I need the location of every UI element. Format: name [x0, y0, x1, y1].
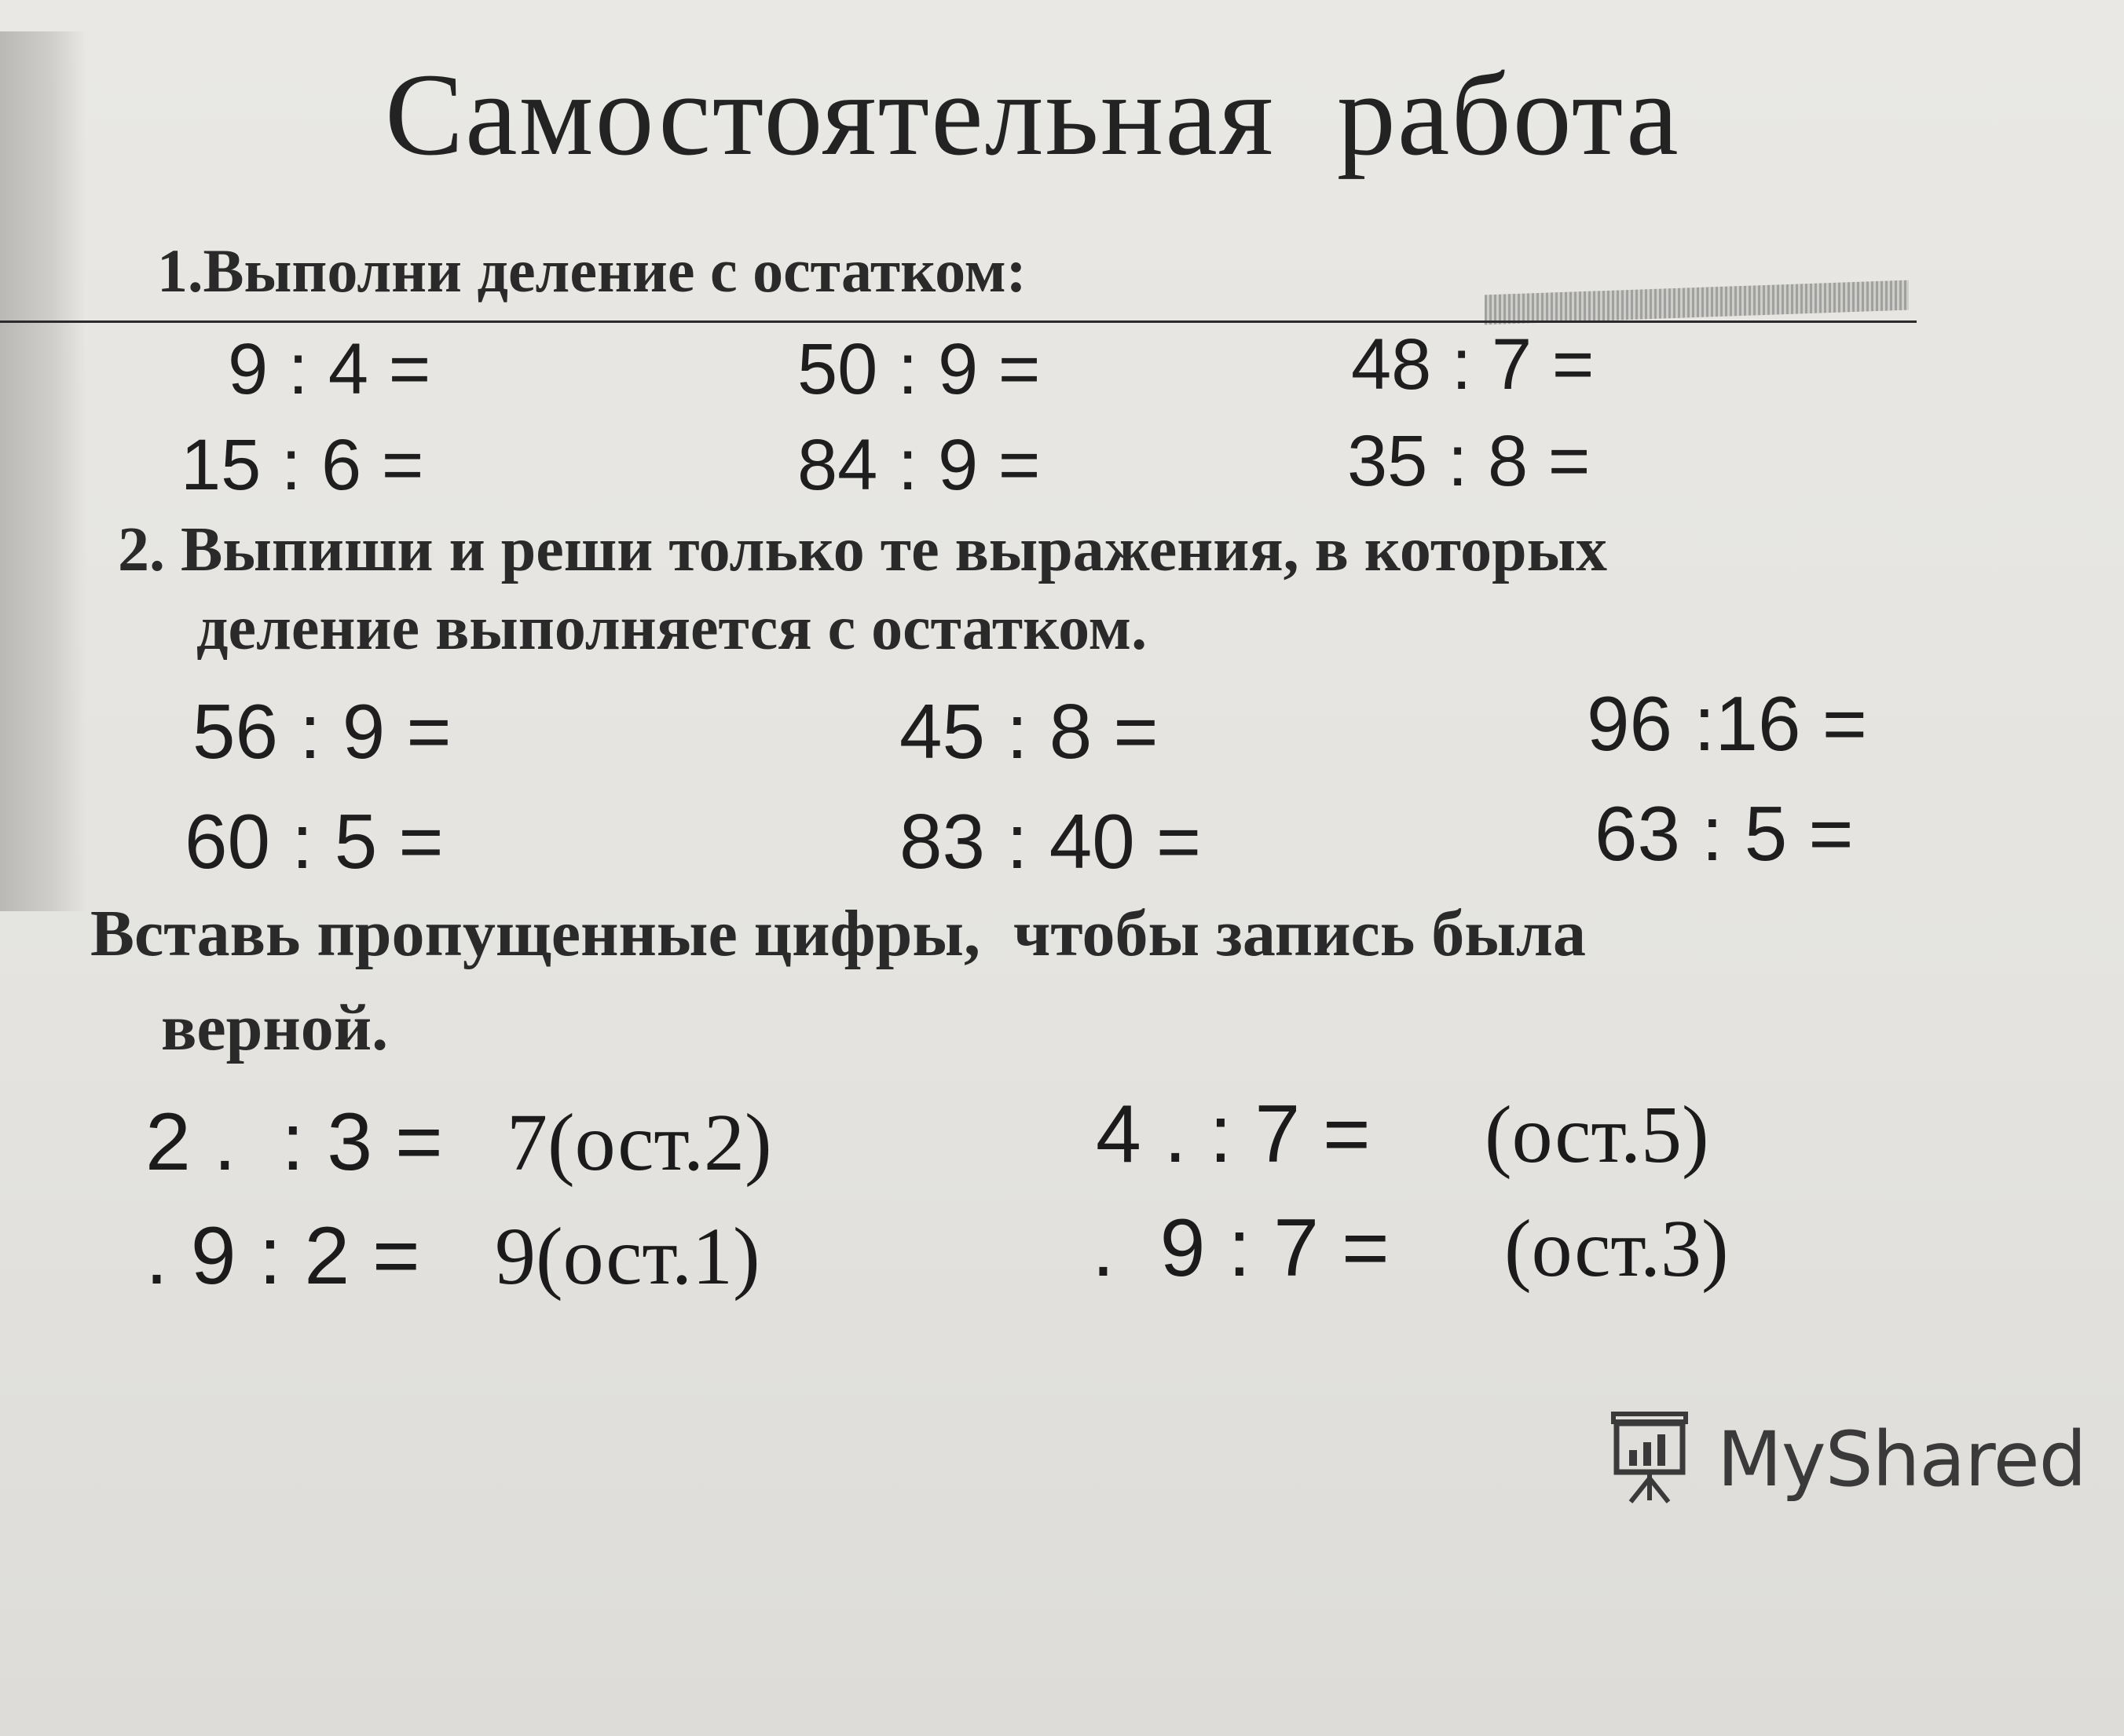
task3-left-result: 9(ост.1) — [495, 1211, 760, 1302]
task1-expression: 9 : 4 = — [228, 329, 431, 409]
task2-heading-line2: деление выполняется с остатком. — [196, 594, 1148, 663]
task1-expression: 84 : 9 = — [797, 425, 1041, 505]
task3-right-result: (ост.5) — [1485, 1090, 1709, 1180]
task1-expression: 35 : 8 = — [1347, 421, 1591, 501]
task2-expression: 56 : 9 = — [192, 688, 452, 775]
task3-left-expression: . 9 : 2 = — [145, 1210, 420, 1302]
task3-left-result: 7(ост.2) — [507, 1097, 772, 1188]
myshared-watermark — [1602, 1406, 2086, 1512]
task2-expression: 63 : 5 = — [1595, 790, 1854, 877]
task1-heading: 1.Выполни деление с остатком: — [157, 236, 1027, 305]
task3-heading-line2: верной. — [161, 991, 389, 1064]
watermark-text: MyShared — [1717, 1415, 2086, 1503]
task3-right-result: (ост.3) — [1504, 1203, 1729, 1294]
task3-left-expression: 2 . : 3 = — [145, 1097, 443, 1188]
task1-expression: 15 : 6 = — [181, 425, 424, 505]
task2-expression: 96 :16 = — [1587, 680, 1867, 767]
task2-expression: 60 : 5 = — [185, 798, 444, 884]
task2-expression: 45 : 8 = — [899, 688, 1159, 775]
page-edge-shadow — [0, 31, 86, 911]
task1-expression: 50 : 9 = — [797, 329, 1041, 409]
presentation-board-icon — [1602, 1406, 1697, 1512]
task3-right-expression: 4 . : 7 = — [1096, 1089, 1371, 1180]
task1-expression: 48 : 7 = — [1351, 324, 1595, 405]
task3-right-expression: . 9 : 7 = — [1092, 1203, 1390, 1294]
worksheet-title: Самостоятельная работа — [385, 49, 1680, 180]
task2-expression: 83 : 40 = — [899, 798, 1202, 884]
hatched-rule-decoration — [1485, 280, 1909, 325]
task3-heading-line1: Вставь пропущенные цифры, чтобы запись была — [90, 897, 1586, 970]
divider-rule — [0, 320, 1917, 323]
task2-heading-line1: 2. Выпиши и реши только те выражения, в которых — [118, 515, 1608, 584]
